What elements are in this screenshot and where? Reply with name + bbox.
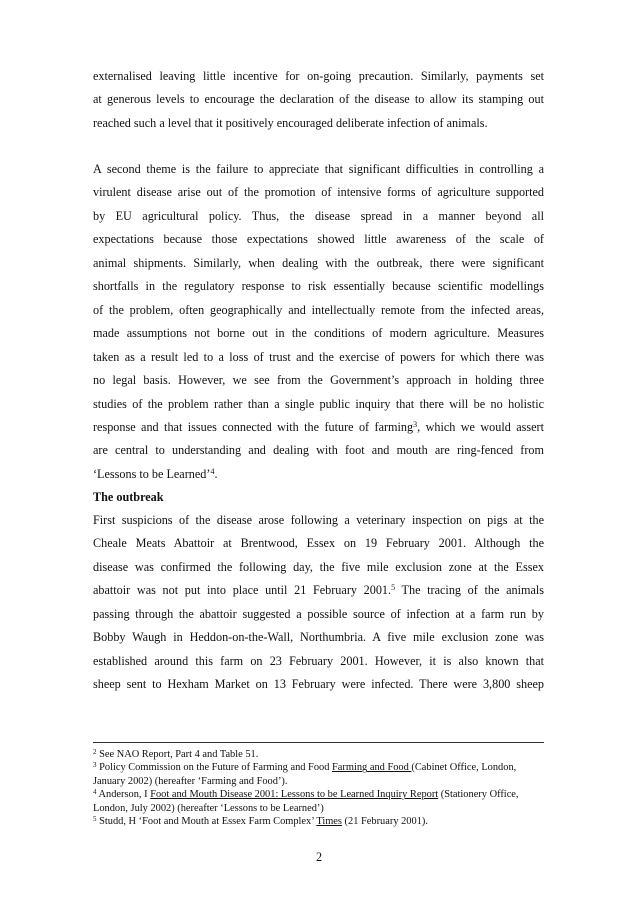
footnote-text: Policy Commission on the Future of Farming and Food [96, 762, 333, 774]
footnote-number: 5 [93, 815, 97, 824]
footnote-5 [93, 815, 544, 828]
footnote-ref-5[interactable]: 5 [391, 583, 396, 593]
text-line: virulent disease arise out of the promotion of intensive forms of agriculture supported [93, 185, 544, 200]
footnote-ref-3[interactable]: 3 [413, 419, 418, 429]
footnote-title: Times [316, 816, 342, 828]
text-line [93, 463, 544, 486]
text-line: by EU agricultural policy. Thus, the disease spread in a manner beyond all [93, 208, 544, 223]
text-line: disease was confirmed the following day, the five mile exclusion zone at the Essex [93, 559, 544, 574]
text-line: established around this farm on 23 February 2001. However, it is also known that [93, 653, 544, 668]
text-line: shortfalls in the regulatory response to risk essentially because scientific modellings [93, 279, 544, 294]
footnote-3 [93, 761, 544, 774]
text-line: of the problem, often geographically and intellectually remote from the infected areas, [93, 302, 544, 317]
text-line: taken as a result led to a loss of trust and the exercise of powers for which there was [93, 349, 544, 364]
footnote-ref-4[interactable]: 4 [210, 466, 215, 476]
footnote-number: 4 [93, 788, 97, 797]
text-line: no legal basis. However, we see from the Government’s approach in holding three [93, 373, 544, 388]
footnote-text: (Cabinet Office, London, [411, 762, 517, 774]
text-line: at generous levels to encourage the declaration of the disease to allow its stamping out [93, 92, 544, 107]
paragraph-1 [93, 65, 544, 135]
footnote-2 [93, 748, 544, 761]
footnote-3-cont: January 2002) (hereafter ‘Farming and Food’). [93, 775, 288, 787]
text-line: Bobby Waugh in Heddon-on-the-Wall, Northumbria. A five mile exclusion zone was [93, 630, 544, 645]
footnote-text: (21 February 2001). [341, 816, 428, 828]
text-line: studies of the problem rather than a single public inquiry that there will be no holistic [93, 396, 544, 411]
text-line: expectations because those expectations showed little awareness of the scale of [93, 232, 544, 247]
paragraph-3 [93, 509, 544, 697]
footnote-divider [93, 742, 544, 743]
text-line: passing through the abattoir suggested a possible source of infection at a farm run by [93, 606, 544, 621]
text-line: reached such a level that it positively encouraged deliberate infection of animals. [93, 115, 488, 130]
footnote-text: (Stationery Office, [438, 789, 519, 801]
footnote-text: Studd, H ‘Foot and Mouth at Essex Farm Complex’ [96, 816, 317, 828]
page-number: 2 [315, 850, 323, 864]
text-segment: response and that issues connected with the future of farming [93, 419, 414, 434]
footnote-text: Anderson, I [96, 789, 151, 801]
footnote-4-cont: London, July 2002) (hereafter ‘Lessons to be Learned’) [93, 802, 324, 814]
text-segment: abattoir was not put into place until 21 February 2001. [93, 583, 392, 598]
text-line: externalised leaving little incentive for on-going precaution. Similarly, payments set [93, 69, 544, 83]
text-line [93, 579, 544, 602]
text-segment: The tracing of the animals [395, 583, 544, 598]
footnotes [93, 748, 544, 828]
text-line: are central to understanding and dealing with foot and mouth are ring-fenced from [93, 443, 544, 458]
text-segment: ‘Lessons to be Learned’ [93, 466, 211, 481]
text-line: animal shipments. Similarly, when dealing with the outbreak, there were significant [93, 255, 544, 270]
text-line [93, 416, 544, 439]
text-line: Cheale Meats Abattoir at Brentwood, Essex on 19 February 2001. Although the [93, 536, 544, 551]
text-segment: , which we would assert [417, 419, 544, 434]
paragraph-2 [93, 158, 544, 486]
text-line: made assumptions not borne out in the conditions of modern agriculture. Measures [93, 326, 544, 341]
section-heading: The outbreak [93, 490, 164, 504]
text-line: sheep sent to Hexham Market on 13 February were infected. There were 3,800 sheep [93, 677, 544, 692]
footnote-title: Farming and Food [332, 762, 412, 774]
text-line: First suspicions of the disease arose following a veterinary inspection on pigs at the [93, 513, 544, 527]
footnote-number: 2 [93, 748, 97, 756]
text-segment: . [214, 466, 218, 481]
text-line: A second theme is the failure to appreciate that significant difficulties in controlling a [93, 162, 544, 176]
footnote-4 [93, 788, 544, 801]
footnote-title: Foot and Mouth Disease 2001: Lessons to be Learned Inquiry Report [150, 789, 439, 801]
footnote-text: See NAO Report, Part 4 and Table 51. [96, 749, 259, 760]
footnote-number: 3 [93, 761, 97, 770]
